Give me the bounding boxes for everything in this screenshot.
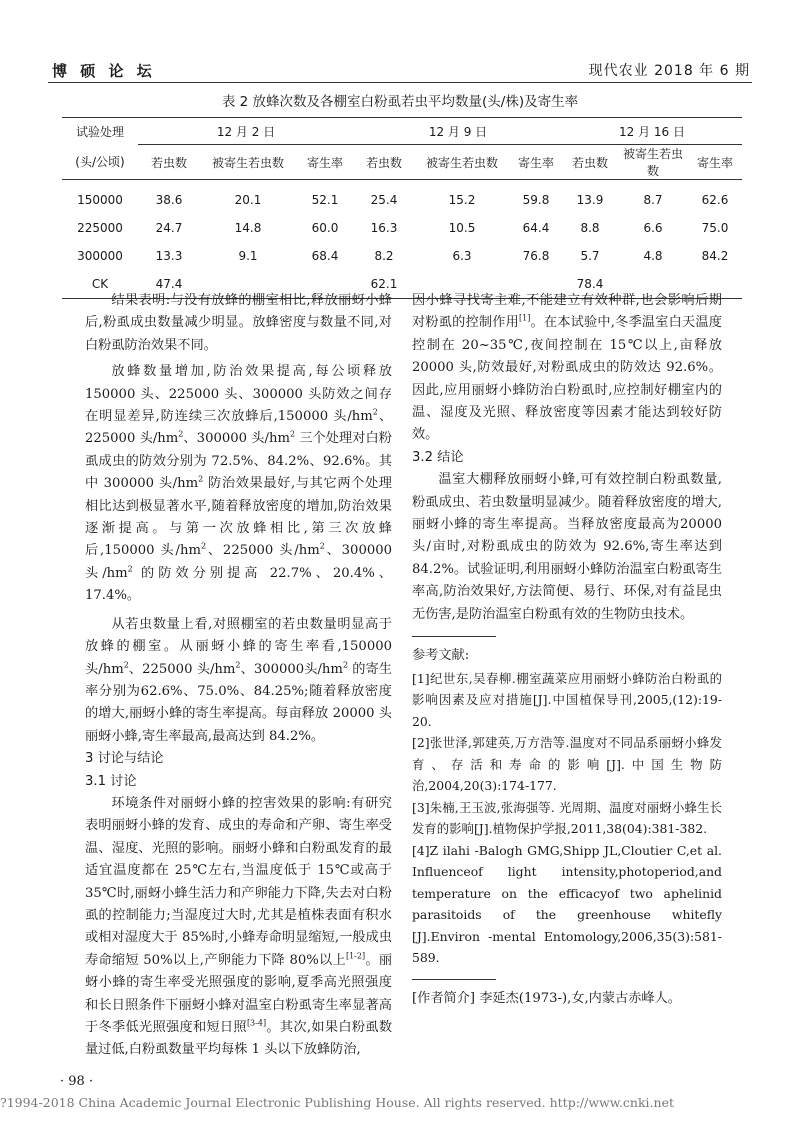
references-title: 参考文献: <box>412 648 470 664</box>
reference-item: [2]张世泽,郭建英,万方浩等.温度对不同品系丽蚜小蜂发育、存活和寿命的影响[J].中国生物防治,2004,20(3):174-177. <box>412 735 722 793</box>
unit-header: (头/公顷) <box>75 155 125 170</box>
table-caption: 表 2 放蜂次数及各棚室白粉虱若虫平均数量(头/株)及寄生率 <box>221 94 579 110</box>
section-title: 博 硕 论 坛 <box>52 62 156 80</box>
table-cell: 47.4 <box>155 277 183 291</box>
table-cell: 8.8 <box>580 221 600 235</box>
table-cell: 25.4 <box>370 193 398 207</box>
table-row <box>62 242 742 270</box>
paragraph: 温室大棚释放丽蚜小蜂,可有效控制白粉虱数量,粉虱成虫、若虫数量明显减少。随着释放密度的增大,丽蚜小蜂的寄生率提高。当释放密度最高为20000 头/亩时,对粉虱成虫的防效为 92.6%,寄生率达到 84.2%。试验证明,利用丽蚜小蜂防治温室白粉虱寄生率高,防治效果好,方法简便、易行、环保,对有益昆虫无伤害,是防治温室白粉虱有效的生物防虫技术。 <box>412 472 722 622</box>
reference-item: [4]Z ilahi -Balogh GMG,Shipp JL,Cloutier C,et al. Influenceof light intensity,photoperiod,and temperature on the efficacyof two aphelinid parasitoids of the greenhouse whitefly [J].Environ -mental Entomology,2006,35(3):581-589. <box>412 842 722 965</box>
table-cell: 8.2 <box>374 249 394 263</box>
subsection-heading: 3.2 结论 <box>412 449 464 465</box>
date-header: 12 月 2 日 <box>138 118 354 145</box>
table-cell: 76.8 <box>522 249 550 263</box>
page-number: · 98 · <box>60 1074 94 1089</box>
table-cell: 60.0 <box>311 221 339 235</box>
column-header: 若虫数 <box>150 155 187 170</box>
table-row <box>62 180 742 215</box>
table-cell: 16.3 <box>370 221 398 235</box>
table-cell: 9.1 <box>238 249 258 263</box>
paragraph: 因小蜂寻找寄主难,不能建立有效种群,也会影响后期对粉虱的控制作用[1]。在本试验中,冬季温室白天温度控制在 20~35℃,夜间控制在 15℃以上,亩释放20000 头,防效最好,对粉虱成虫的防效达 92.6%。因此,应用丽蚜小蜂防治白粉虱时,应控制好棚室内的温、湿度及光照、释放密度等因素才能达到较好防效。 <box>412 293 722 443</box>
running-header <box>48 56 752 83</box>
table-cell: 10.5 <box>448 221 476 235</box>
author-note: [作者简介] 李延杰(1973-),女,内蒙古赤峰人。 <box>412 990 681 1006</box>
table-cell: 78.4 <box>576 277 604 291</box>
paragraph: 从若虫数量上看,对照棚室的若虫数量明显高于放蜂的棚室。从丽蚜小蜂的寄生率看,150000 头$/hm^2$、225000 头$/hm^2$、300000头$/hm^2$ 的寄生率分别为62.6%、75.0%、84.25%;随着释放密度的增大,丽蚜小蜂的寄生率提高。每亩释放 20000 头丽蚜小蜂,寄生率最高,最高达到 84.2%。 <box>85 616 392 744</box>
section-heading: 3 讨论与结论 <box>85 751 164 767</box>
divider <box>412 636 496 637</box>
date-header: 12 月 9 日 <box>354 118 562 145</box>
reference-item: [1]纪世东,吴春柳.棚室蔬菜应用丽蚜小蜂防治白粉虱的影响因素及应对措施[J].中国植保导刊,2005,(12):19-20. <box>412 670 722 729</box>
date-header: 12 月 16 日 <box>562 118 742 145</box>
table-cell: 75.0 <box>701 221 729 235</box>
column-header: 寄生率 <box>306 155 343 170</box>
column-header: 被寄生若虫数 <box>425 155 498 170</box>
column-header: 寄生率 <box>696 155 733 170</box>
table-cell: 62.6 <box>701 193 729 207</box>
table-cell: CK <box>91 277 109 291</box>
treatment-header: 试验处理 <box>75 124 124 139</box>
table-cell: 6.6 <box>643 221 663 235</box>
table-cell: 300000 <box>77 249 123 263</box>
table-cell: 6.3 <box>452 249 472 263</box>
copyright-footer: ?1994-2018 China Academic Journal Electronic Publishing House. All rights reserved. http://www.cnki.net <box>0 1095 674 1110</box>
table-cell: 14.8 <box>234 221 262 235</box>
column-header: 寄生率 <box>517 155 554 170</box>
table-cell: 38.6 <box>155 193 183 207</box>
table-cell: 68.4 <box>311 249 339 263</box>
table-cell: 5.7 <box>580 249 600 263</box>
table-cell: 225000 <box>77 221 123 235</box>
table-cell: 13.9 <box>576 193 604 207</box>
table-cell: 15.2 <box>448 193 476 207</box>
divider <box>412 979 496 980</box>
table-cell: 8.7 <box>643 193 663 207</box>
table-cell: 13.3 <box>155 249 183 263</box>
table-cell: 84.2 <box>701 249 729 263</box>
results-table <box>62 117 742 299</box>
column-header: 若虫数 <box>571 155 608 170</box>
column-header: 被寄生若虫数 <box>211 155 284 170</box>
subsection-heading: 3.1 讨论 <box>85 773 137 789</box>
table-row <box>62 214 742 242</box>
left-column <box>85 290 392 1062</box>
paragraph: 环境条件对丽蚜小蜂的控害效果的影响:有研究表明丽蚜小蜂的发育、成虫的寿命和产卵、寄生率受温、湿度、光照的影响。丽蚜小蜂和白粉虱发育的最适宜温度都在 25℃左右,当温度低于 15℃或高于 35℃时,丽蚜小蜂生活力和产卵能力下降,失去对白粉虱的控制能力;当湿度过大时,尤其是植株表面有积水或相对湿度大于 85%时,小蜂寿命明显缩短,一般成虫寿命缩短 50%以上,产卵能力下降 80%以上[1-2]。丽蚜小蜂的寄生率受光照强度的影响,夏季高光照强度和长日照条件下丽蚜小蜂对温室白粉虱寄生率显著高于冬季低光照强度和短日照[3-4]。其次,如果白粉虱数量过低,白粉虱数量平均每株 1 头以下放蜂防治, <box>85 795 393 1058</box>
table-cell: 4.8 <box>643 249 663 263</box>
reference-list <box>412 668 722 969</box>
column-header: 被寄生若虫数 <box>622 147 683 178</box>
paragraph: 结果表明:与没有放蜂的棚室相比,释放丽蚜小蜂后,粉虱成虫数量减少明显。放蜂密度与数量不同,对白粉虱防治效果不同。 <box>85 293 392 353</box>
table-cell: 52.1 <box>311 193 339 207</box>
journal-issue: 现代农业 2018 年 6 期 <box>588 63 750 79</box>
column-header: 若虫数 <box>365 155 402 170</box>
table-cell: 64.4 <box>522 221 550 235</box>
table-cell: 62.1 <box>370 277 398 291</box>
table-cell: 150000 <box>77 193 123 207</box>
table-cell: 24.7 <box>155 221 183 235</box>
reference-item: [3]朱楠,王玉波,张海强等. 光周期、温度对丽蚜小蜂生长发育的影响[J].植物保护学报,2011,38(04):381-382. <box>412 799 722 836</box>
right-column <box>412 290 722 1010</box>
table-cell: 20.1 <box>234 193 262 207</box>
table-cell: 59.8 <box>522 193 550 207</box>
paragraph: 放蜂数量增加,防治效果提高,每公顷释放150000 头、225000 头、300000 头防效之间存在明显差异,防连续三次放蜂后,150000 头$/hm^2$、225000 头$/hm^2$、300000 头$/hm^2$ 三个处理对白粉虱成虫的防效分别为 72.5%、84.2%、92.6%。其中 300000 头$/hm^2$ 防治效果最好,与其它两个处理相比达到极显著水平,随着释放密度的增加,防治效果逐渐提高。与第一次放蜂相比,第三次放蜂后,150000 头$/hm^2$、225000 头$/hm^2$、300000 头$/hm^2$ 的防效分别提高 22.7%、20.4%、17.4%。 <box>85 364 393 604</box>
